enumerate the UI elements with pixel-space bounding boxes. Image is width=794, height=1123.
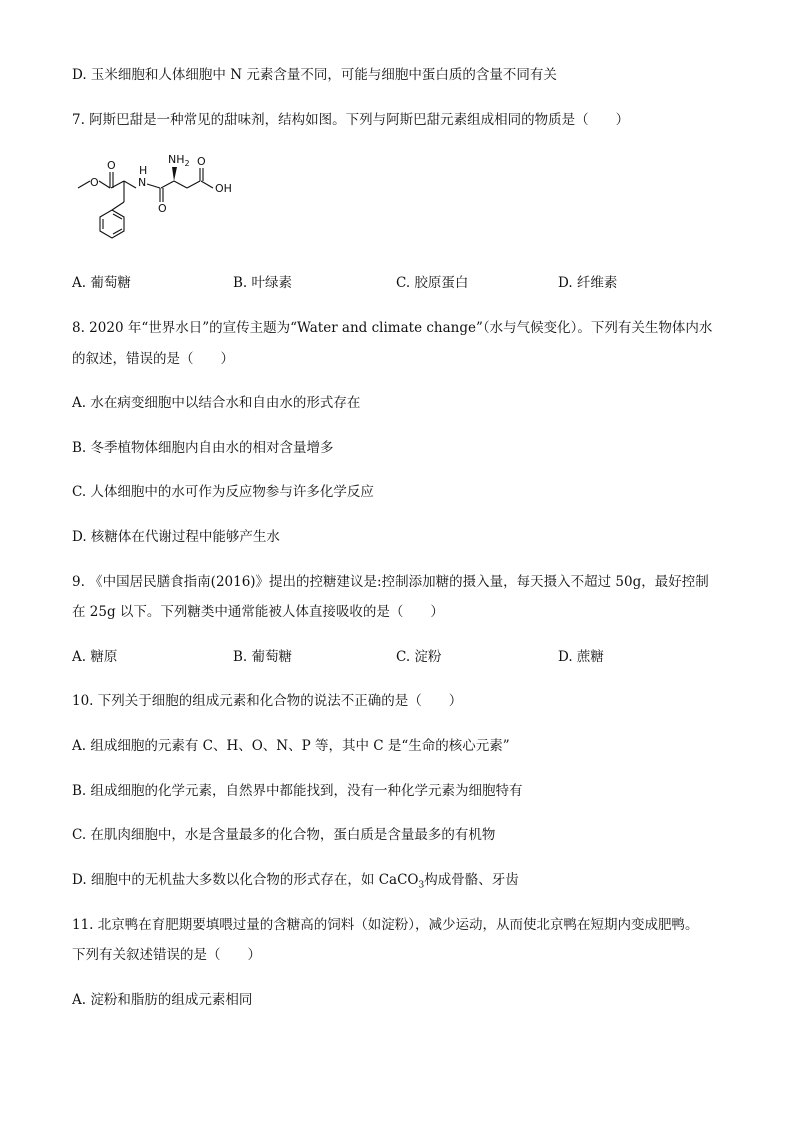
q7-stem: 7. 阿斯巴甜是一种常见的甜味剂，结构如图。下列与阿斯巴甜元素组成相同的物质是（ ）	[72, 112, 630, 128]
q11-stem-line2: 下列有关叙述错误的是（ ）	[72, 947, 261, 963]
q10-option-c[interactable]: C. 在肌肉细胞中，水是含量最多的化合物，蛋白质是含量最多的有机物	[72, 827, 496, 843]
q7-option-c[interactable]: C. 胶原蛋白	[396, 275, 469, 291]
acid-carbonyl-oxygen: O	[197, 155, 206, 168]
carbonyl-oxygen-2: O	[158, 202, 167, 215]
hydroxyl-group: OH	[215, 182, 232, 195]
q8-option-d[interactable]: D. 核糖体在代谢过程中能够产生水	[72, 529, 280, 545]
ester-oxygen: O	[90, 176, 99, 189]
q10-stem: 10. 下列关于细胞的组成元素和化合物的说法不正确的是（ ）	[72, 693, 463, 709]
q9-stem-line2: 在 25g 以下。下列糖类中通常能被人体直接吸收的是（ ）	[72, 604, 444, 620]
amide-hydrogen: H	[139, 164, 148, 177]
q10-option-b[interactable]: B. 组成细胞的化学元素，自然界中都能找到，没有一种化学元素为细胞特有	[72, 783, 523, 799]
q8-stem-line1: 8. 2020 年“世界水日”的宣传主题为“Water and climate change”（水与气候变化）。下列有关生物体内水	[72, 320, 713, 336]
q8-option-c[interactable]: C. 人体细胞中的水可作为反应物参与许多化学反应	[72, 484, 374, 500]
q8-option-a[interactable]: A. 水在病变细胞中以结合水和自由水的形式存在	[72, 395, 361, 411]
q10-option-a[interactable]: A. 组成细胞的元素有 C、H、O、N、P 等，其中 C 是“生命的核心元素”	[72, 738, 510, 754]
q8-stem-line2: 的叙述，错误的是（ ）	[72, 351, 234, 367]
q9-option-c[interactable]: C. 淀粉	[396, 649, 442, 665]
carbonyl-oxygen-1: O	[107, 159, 116, 172]
q9-stem-line1: 9. 《中国居民膳食指南(2016)》提出的控糖建议是:控制添加糖的摄入量，每天摄入不超过 50g，最好控制	[72, 574, 709, 590]
q11-stem-line1: 11. 北京鸭在育肥期要填喂过量的含糖高的饲料（如淀粉），减少运动，从而使北京鸭在短期内变成肥鸭。	[72, 917, 699, 933]
q10-option-d[interactable]: D. 细胞中的无机盐大多数以化合物的形式存在，如 CaCO$_3$构成骨骼、牙齿	[72, 872, 519, 891]
q7-option-b[interactable]: B. 叶绿素	[233, 275, 293, 291]
q9-option-a[interactable]: A. 糖原	[72, 649, 118, 665]
q7-option-d[interactable]: D. 纤维素	[558, 275, 618, 291]
amide-nitrogen: N	[138, 176, 147, 189]
q6-option-d: D. 玉米细胞和人体细胞中 N 元素含量不同，可能与细胞中蛋白质的含量不同有关	[72, 67, 557, 83]
q11-option-a[interactable]: A. 淀粉和脂肪的组成元素相同	[72, 992, 253, 1008]
q9-option-b[interactable]: B. 葡萄糖	[233, 649, 293, 665]
q8-option-b[interactable]: B. 冬季植物体细胞内自由水的相对含量增多	[72, 440, 334, 456]
amino-group: $NH_2$	[168, 153, 190, 168]
aspartame-structure-diagram	[72, 150, 252, 250]
q9-option-d[interactable]: D. 蔗糖	[558, 649, 604, 665]
q7-option-a[interactable]: A. 葡萄糖	[72, 275, 131, 291]
